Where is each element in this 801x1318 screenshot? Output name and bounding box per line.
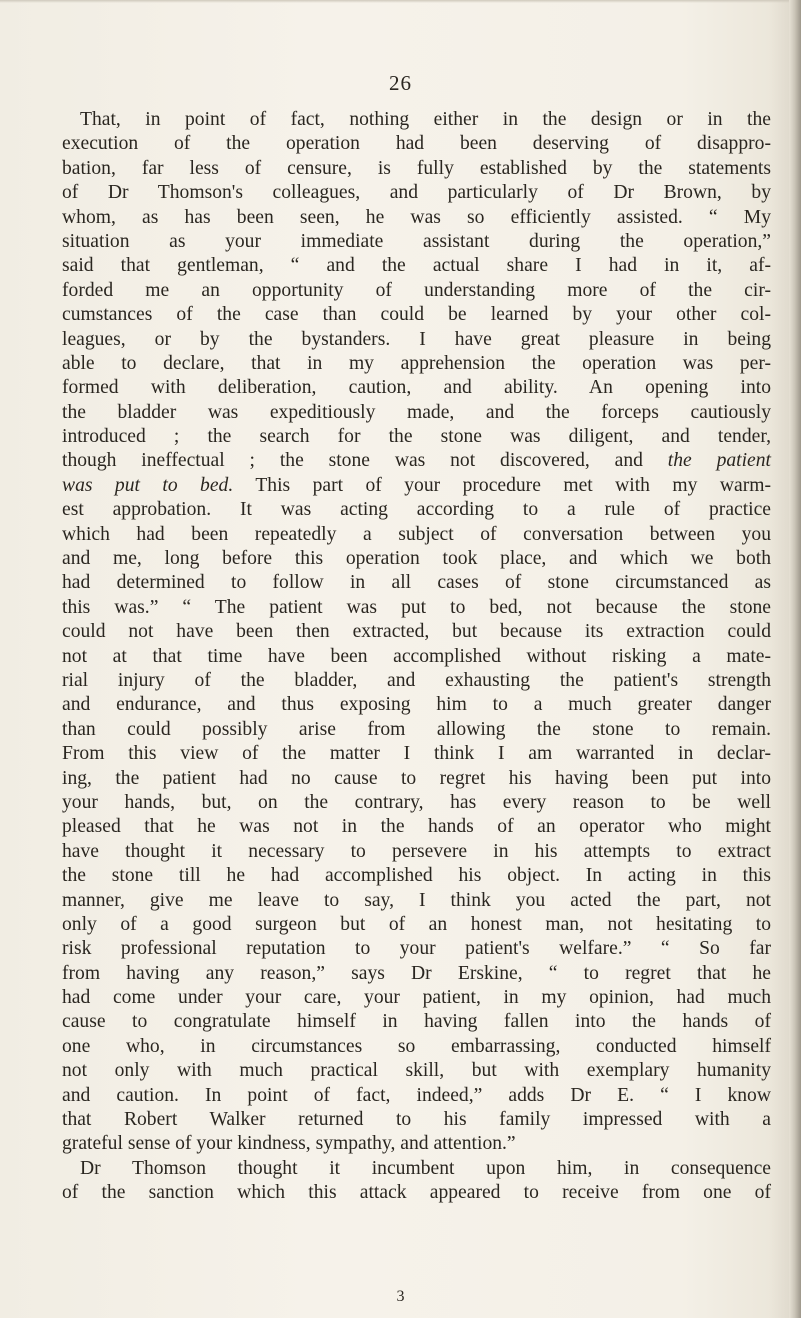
text-segment: This part of your procedure met with my warm-	[233, 474, 772, 496]
text-line: of the sanction which this attack appeared to receive from one of	[62, 1182, 771, 1204]
text-line: able to declare, that in my apprehension the operation was per-	[62, 352, 771, 374]
text-line: said that gentleman, “ and the actual share I had in it, af-	[62, 255, 771, 277]
text-line: of Dr Thomson's colleagues, and particularly of Dr Brown, by	[62, 182, 771, 204]
text-line: only of a good surgeon but of an honest man, not hesitating to	[62, 913, 771, 935]
text-line: had come under your care, your patient, in my opinion, had much	[62, 987, 771, 1009]
signature-mark: 3	[396, 1288, 405, 1305]
page-binding-edge	[789, 0, 801, 1318]
italic-phrase: the patient	[667, 450, 771, 472]
text-line: Dr Thomson thought it incumbent upon him, in consequence	[80, 1157, 771, 1179]
body-text	[62, 108, 771, 1206]
text-line: have thought it necessary to persevere in his attempts to extract	[62, 840, 771, 862]
text-line: and caution. In point of fact, indeed,” adds Dr E. “ I know	[62, 1084, 771, 1106]
text-line: not only with much practical skill, but with exemplary humanity	[62, 1060, 771, 1082]
italic-continuation: was put to bed.	[62, 474, 234, 496]
top-edge-shadow	[0, 0, 801, 3]
text-line: and endurance, and thus exposing him to a much greater danger	[62, 694, 771, 716]
text-line: manner, give me leave to say, I think you acted the part, not	[62, 889, 771, 911]
text-line: whom, as has been seen, he was so efficiently assisted. “ My	[62, 206, 771, 228]
text-line: That, in point of fact, nothing either in the design or in the	[80, 109, 771, 130]
text-line: forded me an opportunity of understanding more of the cir-	[62, 279, 771, 301]
text-line: pleased that he was not in the hands of an operator who might	[62, 816, 771, 838]
text-line	[62, 474, 771, 498]
text-line: formed with deliberation, caution, and ability. An opening into	[62, 377, 771, 399]
text-line: grateful sense of your kindness, sympathy, and attention.”	[62, 1133, 516, 1155]
text-line: not at that time have been accomplished without risking a mate-	[62, 645, 771, 667]
text-line: that Robert Walker returned to his family impressed with a	[62, 1109, 771, 1131]
text-line: your hands, but, on the contrary, has every reason to be well	[62, 791, 771, 813]
text-line: ing, the patient had no cause to regret his having been put into	[62, 767, 771, 789]
text-line: risk professional reputation to your patient's welfare.” “ So far	[62, 938, 771, 960]
text-line: from having any reason,” says Dr Erskine, “ to regret that he	[62, 962, 771, 984]
text-line: the bladder was expeditiously made, and the forceps cautiously	[62, 401, 771, 423]
text-line: bation, far less of censure, is fully established by the statements	[62, 157, 771, 179]
text-line: rial injury of the bladder, and exhausting the patient's strength	[62, 669, 771, 691]
text-line: execution of the operation had been deserving of disappro-	[62, 133, 771, 155]
text-line: which had been repeatedly a subject of conversation between you	[62, 523, 771, 545]
text-line: introduced ; the search for the stone was diligent, and tender,	[62, 426, 771, 448]
text-line: one who, in circumstances so embarrassing, conducted himself	[62, 1035, 771, 1057]
page-number: 26	[389, 71, 412, 95]
text-line: cause to congratulate himself in having fallen into the hands of	[62, 1011, 771, 1033]
text-line: leagues, or by the bystanders. I have great pleasure in being	[62, 328, 771, 350]
text-line: cumstances of the case than could be learned by your other col-	[62, 304, 771, 326]
text-line-with-italic	[62, 449, 771, 473]
text-segment: though ineffectual ; the stone was not discovered, and	[62, 450, 668, 472]
text-line: situation as your immediate assistant during the operation,”	[62, 230, 771, 252]
text-line: could not have been then extracted, but because its extraction could	[62, 621, 771, 643]
text-line: this was.” “ The patient was put to bed, not because the stone	[62, 596, 771, 618]
text-line: and me, long before this operation took place, and which we both	[62, 548, 771, 570]
text-line: had determined to follow in all cases of stone circumstanced as	[62, 572, 771, 594]
text-line: est approbation. It was acting according to a rule of practice	[62, 499, 771, 521]
text-line: than could possibly arise from allowing the stone to remain.	[62, 718, 771, 740]
text-line: the stone till he had accomplished his object. In acting in this	[62, 865, 771, 887]
text-line: From this view of the matter I think I am warranted in declar-	[62, 743, 771, 765]
